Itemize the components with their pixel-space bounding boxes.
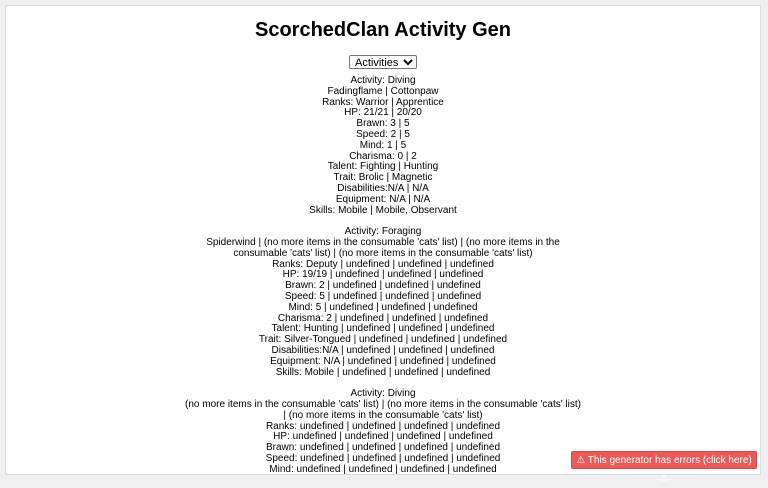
output-line: Equipment: N/A | N/A: [335, 193, 431, 205]
output-line: Ranks: Warrior | Apprentice: [322, 96, 444, 108]
output-line: Brawn: 2 | undefined | undefined | undefined: [285, 280, 481, 292]
activity-block: [183, 389, 583, 475]
output-line: Speed: 5 | undefined | undefined | undefined: [284, 290, 482, 302]
output-line: Charisma: 2 | undefined | undefined | undefined: [277, 312, 489, 324]
output-line: Spiderwind | (no more items in the consumable 'cats' list) | (no more items in the consumable 'cats' list) | (no more items in the consumable 'cats' list): [206, 236, 560, 259]
output-line: Disabilities:N/A | undefined | undefined | undefined: [271, 344, 495, 356]
output-line: (no more items in the consumable 'cats' list) | (no more items in the consumable 'cats' list) | (no more items in the consumable 'cats' list): [185, 398, 581, 421]
select-wrapper: [6, 53, 760, 71]
output-line: HP: 21/21 | 20/20: [344, 107, 422, 119]
output-line: Equipment: N/A | undefined | undefined | undefined: [270, 355, 496, 367]
output-line: HP: 19/19 | undefined | undefined | undefined: [282, 269, 484, 281]
error-banner-button[interactable]: ⚠ This generator has errors (click here) ⚠: [571, 451, 757, 469]
generated-output: [183, 76, 583, 475]
output-line: Talent: Hunting | undefined | undefined | undefined: [271, 323, 495, 335]
output-line: Ranks: undefined | undefined | undefined | undefined: [265, 420, 501, 432]
output-line: Trait: Silver-Tongued | undefined | undefined | undefined: [258, 334, 508, 346]
activity-block: [183, 227, 583, 378]
output-line: Fadingflame | Cottonpaw: [327, 85, 439, 97]
page-title: ScorchedClan Activity Gen: [255, 19, 511, 41]
output-line: Activity: Diving: [350, 75, 416, 86]
output-line: Charisma: 0 | 2: [349, 150, 417, 162]
output-line: Brawn: 3 | 5: [356, 118, 410, 130]
output-line: Mind: undefined | undefined | undefined | undefined: [269, 463, 497, 475]
output-line: Mind: 5 | undefined | undefined | undefined: [288, 301, 478, 313]
output-line: Ranks: Deputy | undefined | undefined | undefined: [272, 258, 494, 270]
output-line: Activity: Diving: [350, 388, 416, 400]
output-line: Trait: Brolic | Magnetic: [333, 172, 433, 184]
output-line: Talent: Fighting | Hunting: [327, 161, 439, 173]
output-line: Speed: 2 | 5: [356, 128, 410, 140]
output-line: HP: undefined | undefined | undefined | undefined: [273, 431, 493, 443]
output-line: Speed: undefined | undefined | undefined | undefined: [265, 452, 501, 464]
category-select[interactable]: [349, 55, 417, 69]
activity-block: [183, 76, 583, 216]
output-line: Disabilities:N/A | N/A: [337, 182, 429, 194]
generator-frame: [5, 5, 761, 475]
output-line: Skills: Mobile | Mobile, Observant: [309, 204, 457, 216]
output-line: Mind: 1 | 5: [359, 139, 407, 151]
output-line: Skills: Mobile | undefined | undefined | undefined: [275, 366, 491, 378]
output-line: Activity: Foraging: [344, 226, 422, 238]
output-line: Brawn: undefined | undefined | undefined | undefined: [265, 442, 501, 454]
